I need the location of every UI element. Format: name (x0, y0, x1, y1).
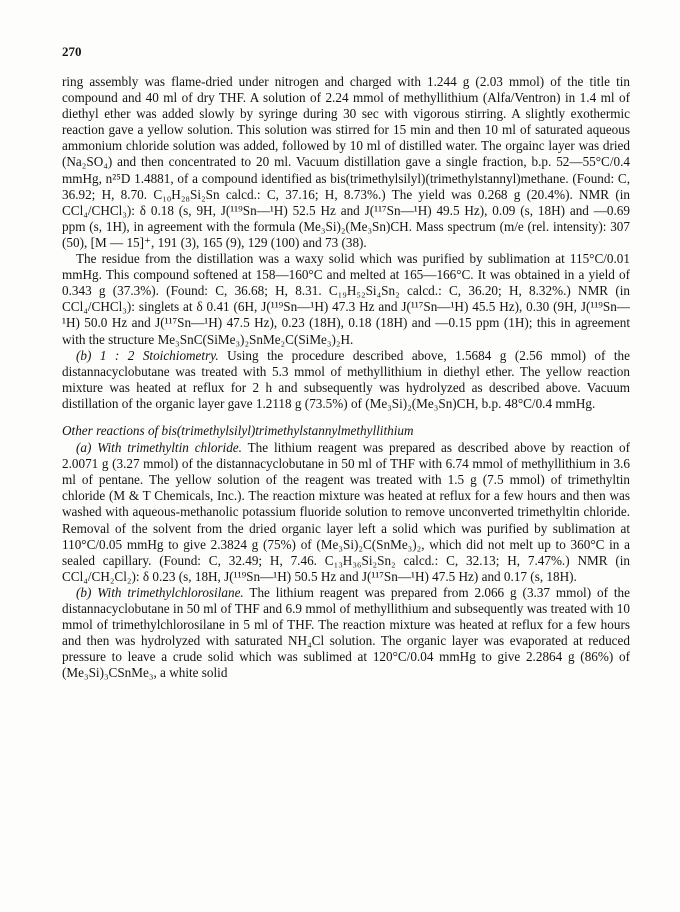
paragraph-continuation (62, 74, 630, 251)
paragraph-text: ring assembly was flame-dried under nitrogen and charged with 1.244 g (2.03 mmol) of the title tin compound and 40 ml of dry THF. A solution of 2.24 mmol of methyllithium (Alfa/Ventron) in 1.4 ml of diethyl ether was added slowly by syringe during 30 sec with vigorous stirring. A slightly exothermic reaction gave a yellow solution. This solution was stirred for 15 min and then 10 ml of saturated aqueous ammonium chloride solution was added, followed by 10 ml of distilled water. The orgainc layer was dried (Na₂SO₄) and then concentrated to 20 ml. Vacuum distillation gave a single fraction, b.p. 52—55°C/0.4 mmHg, n²⁵D 1.4881, of a compound identified as bis(trimethylsilyl)(trimethylstannyl)methane. (Found: C, 36.92; H, 8.70. C₁₀H₂₈Si₂Sn calcd.: C, 37.16; H, 8.73%.) The yield was 0.268 g (20.4%). NMR (in CCl₄/CHCl₃): δ 0.18 (s, 9H, J(¹¹⁹Sn—¹H) 52.5 Hz and J(¹¹⁷Sn—¹H) 49.5 Hz), 0.09 (s, 18H) and —0.69 ppm (s, 1H), in agreement with the formula (Me₃Si)₂(Me₃Sn)CH. Mass spectrum (m/e (rel. intensity): 307 (50), [M — 15]⁺, 191 (3), 165 (9), 129 (100) and 73 (38). (62, 74, 630, 250)
paragraph-text: The residue from the distillation was a waxy solid which was purified by sublimation at 115°C/0.01 mmHg. This compound softened at 158—160°C and melted at 165—166°C. It was obtained in a yield of 0.343 g (37.3%). (Found: C, 36.68; H, 8.31. C₁₉H₅₂Si₄Sn₂ calcd.: C, 36.20; H, 8.32%.) NMR (in CCl₄/CHCl₃): singlets at δ 0.41 (6H, J(¹¹⁹Sn—¹H) 47.3 Hz and J(¹¹⁷Sn—¹H) 45.5 Hz), 0.30 (9H, J(¹¹⁹Sn—¹H) 50.0 Hz and J(¹¹⁷Sn—¹H) 47.5 Hz), 0.23 (18H), 0.18 (18H) and —0.15 ppm (1H); this in agreement with the structure Me₃SnC(SiMe₃)₂SnMe₂C(SiMe₃)₂H. (62, 251, 630, 347)
paragraph-text: Using the procedure described above, 1.5684 g (2.56 mmol) of the distannacyclobutane was treated with 5.3 mmol of methyllithium in diethyl ether. The yellow reaction mixture was heated at reflux for 2 h and subsequently was hydrolyzed as described above. Vacuum distillation of the organic layer gave 1.2118 g (73.5%) of (Me₃Si)₂(Me₃Sn)CH, b.p. 48°C/0.4 mmHg. (62, 347, 630, 411)
article-body (62, 74, 630, 681)
paragraph-trimethylchlorosilane (62, 585, 630, 682)
paragraph-text: The lithium reagent was prepared from 2.066 g (3.37 mmol) of the distannacyclobutane in 50 ml of THF and 6.9 mmol of methyllithium and subsequently was treated with 10 mmol of trimethylchlorosilane in 5 ml of THF. The reaction mixture was heated at reflux for a few hours and then was hydrolyzed with saturated NH₄Cl solution. The organic layer was evaporated at reduced pressure to leave a crude solid which was sublimed at 120°C/0.04 mmHg to give 2.2864 g (86%) of (Me₃Si)₃CSnMe₃, a white solid (62, 584, 630, 681)
section-heading: Other reactions of bis(trimethylsilyl)trimethylstannylmethyllithium (62, 422, 414, 438)
run-in-heading: (b) With trimethylchlorosilane. (76, 584, 244, 600)
page-number: 270 (62, 44, 82, 59)
run-in-heading: (a) With trimethyltin chloride. (76, 440, 242, 456)
run-in-heading: (b) 1 : 2 Stoichiometry. (76, 347, 219, 363)
paragraph-trimethyltin (62, 440, 630, 585)
paragraph-residue (62, 251, 630, 348)
paragraph-stoichiometry (62, 348, 630, 412)
paragraph-text: The lithium reagent was prepared as described above by reaction of 2.0071 g (3.27 mmol) of the distannacyclobutane in 50 ml of THF with 6.74 mmol of methyllithium in 3.6 ml of pentane. The yellow solution of the reagent was treated with 1.5 g (7.5 mmol) of trimethyltin chloride (M & T Chemicals, Inc.). The reaction mixture was heated at reflux for a few hours and then was washed with aqueous-methanolic potassium fluoride solution to remove unconverted trimethyltin chloride. Removal of the solvent from the dried organic layer left a solid which was purified by sublimation at 110°C/0.05 mmHg to give 2.3824 g (75%) of (Me₃Si)₂C(SnMe₃)₂, which did not melt up to 360°C in a sealed capillary. (Found: C, 32.49; H, 7.46. C₁₃H₃₆Si₂Sn₂ calcd.: C, 32.13; H, 7.47%.) NMR (in CCl₄/CH₂Cl₂): δ 0.23 (s, 18H, J(¹¹⁹Sn—¹H) 50.5 Hz and J(¹¹⁷Sn—¹H) 47.5 Hz) and 0.17 (s, 18H). (62, 440, 630, 584)
